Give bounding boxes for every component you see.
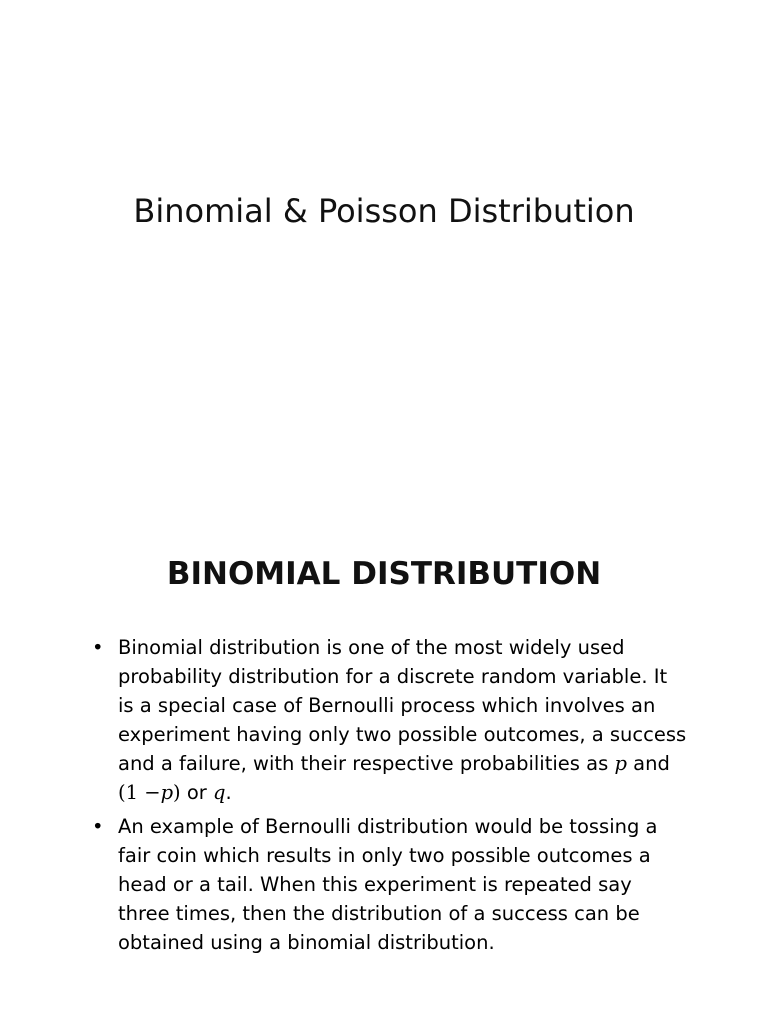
math-p: p — [614, 752, 627, 775]
bullet-item-binomial-definition — [88, 633, 688, 807]
bullet-list — [88, 633, 688, 962]
slide-title: Binomial & Poisson Distribution — [133, 192, 635, 230]
and-text: and — [633, 752, 670, 775]
math-p2: p — [160, 781, 174, 804]
section-heading: BINOMIAL DISTRIBUTION — [166, 556, 602, 592]
math-paren-open: (1 − — [118, 781, 161, 804]
end-text: . — [225, 781, 232, 804]
math-q: q — [213, 781, 226, 804]
bullet-marker: • — [92, 636, 104, 659]
or-text: or — [186, 781, 207, 804]
math-paren-close: ) — [173, 781, 181, 804]
bullet-item-bernoulli-example — [88, 812, 688, 957]
bullet-text: An example of Bernoulli distribution would be tossing a fair coin which results in only two possible outcomes a head or a tail. When this experiment is repeated say three times, then the distribution of a success can be obtained using a binomial distribution. — [118, 815, 658, 954]
bullet-text: Binomial distribution is one of the most widely used probability distribution for a discrete random variable. It is a special case of Bernoulli process which involves an experiment having only two possible outcomes, a success and a failure, with their respective probabilities as — [118, 636, 687, 775]
bullet-marker: • — [92, 815, 104, 838]
